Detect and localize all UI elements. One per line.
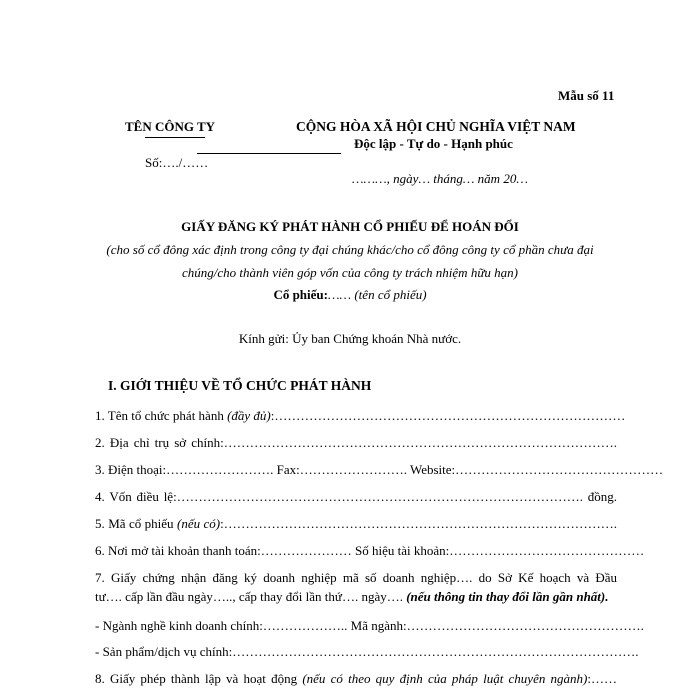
item-3: 3. Điện thoại:……………………. Fax:……………………. Website:………………………………………… [95,462,664,477]
section-1-title: I. GIỚI THIỆU VỀ TỔ CHỨC PHÁT HÀNH [108,378,372,393]
document-number: Số:…./…… [145,155,209,170]
item-4: 4. Vốn điều lệ:…………………………………………………………………………………. đồng. [95,489,617,504]
company-underline [145,137,205,138]
company-name: TÊN CÔNG TY [125,119,216,134]
stock-value: …… (tên cổ phiếu) [327,287,427,302]
item-7-line-1: 7. Giấy chứng nhận đăng ký doanh nghiệp mã số doanh nghiệp…. do Sở Kế hoạch và Đầu [95,570,617,585]
document-title: GIẤY ĐĂNG KÝ PHÁT HÀNH CỔ PHIẾU ĐỂ HOÁN ĐỔI [181,219,519,234]
item-5-note: (nếu có) [176,516,221,531]
item-7-line-2: tư…. cấp lần đầu ngày….., cấp thay đổi lần thứ…. ngày…. (nếu thông tin thay đổi lần gần nhất). [95,589,609,604]
subtitle-line-1: (cho số cổ đông xác định trong công ty đại chúng khác/cho cổ đông công ty cổ phần chưa đại [106,242,594,257]
item-7-sub-1: - Ngành nghề kinh doanh chính:……………….. Mã ngành:………………………………………………. [95,618,644,633]
stock-line [0,287,700,303]
item-6: 6. Nơi mở tài khoản thanh toán:………………… Số hiệu tài khoản:……………………………………… [95,543,645,558]
item-1-note: (đầy đủ) [227,408,271,423]
motto: Độc lập - Tự do - Hạnh phúc [354,136,513,151]
form-number: Mẫu số 11 [558,88,615,103]
item-7-note: (nếu thông tin thay đổi lần gần nhất). [406,589,609,604]
motto-underline [197,153,341,154]
item-8-note: (nếu có theo quy định của pháp luật chuyên ngành) [302,671,588,686]
item-8: 8. Giấy phép thành lập và hoạt động (nếu có theo quy định của pháp luật chuyên ngành):…… [95,671,617,686]
stock-label: Cổ phiếu: [273,287,328,302]
national-title: CỘNG HÒA XÃ HỘI CHỦ NGHĨA VIỆT NAM [296,119,576,134]
subtitle-line-2: chúng/cho thành viên góp vốn của công ty trách nhiệm hữu hạn) [182,265,518,280]
item-2: 2. Địa chỉ trụ sở chính:………………………………………………………………………………. [95,435,617,450]
item-7-sub-2: - Sản phẩm/dịch vụ chính:…………………………………………………………………………………. [95,644,639,659]
date-line: ………, ngày… tháng… năm 20… [352,171,528,186]
recipient-line: Kính gửi: Ủy ban Chứng khoán Nhà nước. [238,331,462,346]
item-5: 5. Mã cổ phiếu (nếu có):………………………………………………………………………………. [95,516,617,531]
item-1: 1. Tên tổ chức phát hành (đầy đủ):……………………………………………………………………… [95,408,626,423]
